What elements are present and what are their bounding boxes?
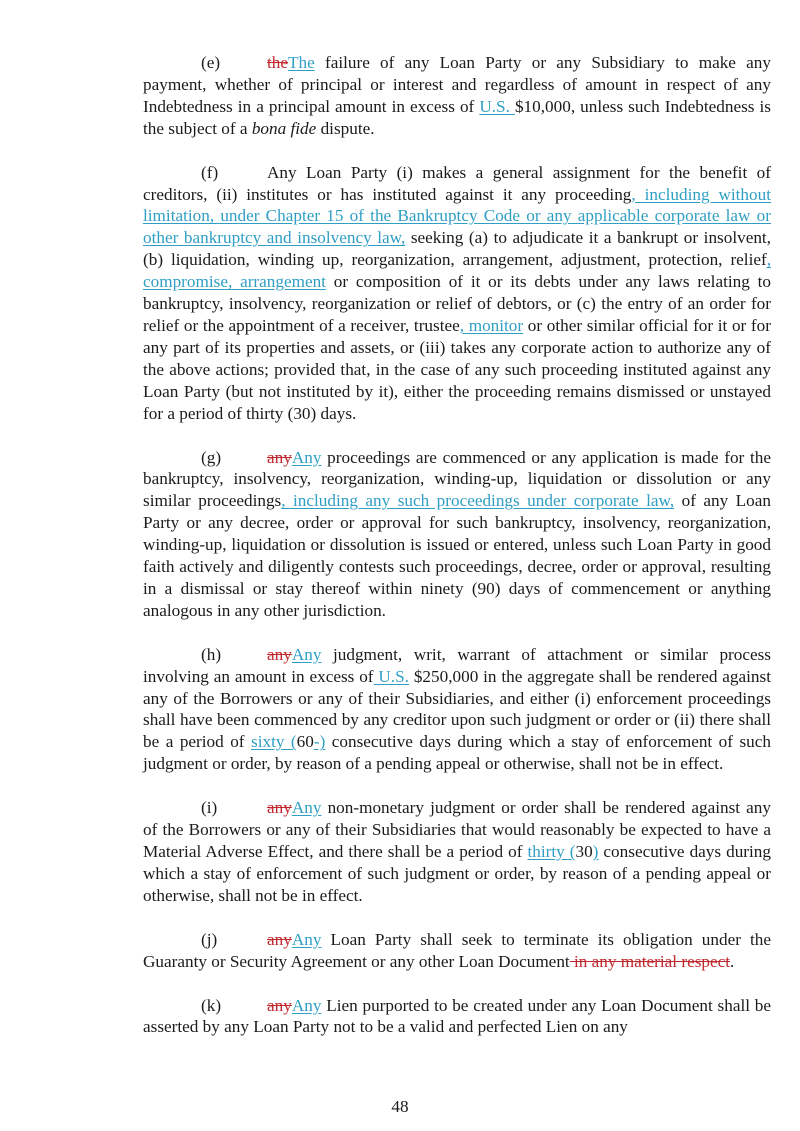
body-text-run: Any Loan Party (i) makes a general assignment for the benefit of creditors, (ii) institutes or has instituted against it any proceeding bbox=[143, 162, 771, 204]
inserted-text: -) bbox=[313, 732, 326, 752]
body-text-run: or composition of it or its debts under any laws relating to bankruptcy, insolvency, reorganization or relief of debtors, or (c) the entry of an order for relief or the appointment of a receiver, trustee bbox=[143, 272, 771, 335]
body-text-run: $10,000, unless such Indebtedness is the subject of a bbox=[143, 96, 771, 138]
deleted-text: in any material respect bbox=[569, 951, 731, 971]
inserted-text: U.S. bbox=[479, 96, 515, 116]
document-body bbox=[143, 52, 771, 1060]
deleted-text: the bbox=[267, 53, 288, 72]
paragraph-label: (j) bbox=[201, 929, 218, 949]
body-text-run: 30 bbox=[575, 842, 593, 861]
inserted-text: , including any such proceedings under corporate law, bbox=[281, 491, 675, 511]
body-text-run: consecutive days during which a stay of enforcement of such judgment or order, by reason of a pending appeal or otherwise, shall not be in effect. bbox=[143, 842, 771, 905]
inserted-text: ) bbox=[592, 842, 599, 861]
body-text-run: of any Loan Party or any decree, order or approval for such bankruptcy, insolvency, reorganization, winding-up, liquidation or dissolution is issued or entered, unless such Loan Party in good faith actively and diligently contests such proceedings, decree, order or approval, resulting in a dismissal or stay thereof within ninety (90) days of commencement or anything analogous in any other jurisdiction. bbox=[143, 491, 771, 620]
inserted-text: , compromise, arrangement bbox=[143, 250, 771, 292]
body-text-run: 60 bbox=[296, 732, 314, 752]
paragraph-label: (h) bbox=[201, 644, 222, 664]
paragraph-k bbox=[143, 995, 771, 1039]
body-text-run: $250,000 in the aggregate shall be rendered against any of the Borrowers or any of their Subsidiaries, and either (i) enforcement proceedings shall have been commenced by any creditor upon such judgment or order or (ii) there shall be a period of bbox=[143, 666, 771, 752]
paragraph-label: (g) bbox=[201, 447, 222, 467]
paragraph-f bbox=[143, 162, 771, 425]
inserted-text: Any bbox=[291, 929, 322, 949]
inserted-text: The bbox=[288, 53, 315, 72]
body-text-run: or other similar official for it or for any part of its properties and assets, or (iii) takes any corporate action to authorize any of the above actions; provided that, in the case of any such proceeding instituted against any Loan Party (but not instituted by it), either the proceeding remains dismissed or unstayed for a period of thirty (30) days. bbox=[143, 315, 771, 423]
body-text-run: Loan Party shall seek to terminate its obligation under the Guaranty or Security Agreement or any other Loan Document bbox=[143, 929, 771, 971]
body-text-run: . bbox=[730, 951, 735, 971]
deleted-text: any bbox=[267, 929, 292, 949]
body-text-run: Lien purported to be created under any Loan Document shall be asserted by any Loan Party not to be a valid and perfected Lien on any bbox=[143, 995, 771, 1037]
paragraph-i bbox=[143, 797, 771, 907]
paragraph-g bbox=[143, 447, 771, 622]
italic-text: bona fide bbox=[251, 118, 317, 138]
body-text-run: failure of any Loan Party or any Subsidiary to make any payment, whether of principal or interest and regardless of amount in respect of any Indebtedness in a principal amount in excess of bbox=[143, 53, 771, 116]
body-text-run: proceedings are commenced or any application is made for the bankruptcy, insolvency, reorganization, winding-up, liquidation or dissolution or any similar proceedings bbox=[143, 447, 771, 511]
paragraph-h bbox=[143, 644, 771, 775]
inserted-text: sixty ( bbox=[251, 732, 297, 752]
inserted-text: U.S. bbox=[373, 666, 409, 686]
paragraph-label: (e) bbox=[201, 53, 221, 72]
inserted-text: Any bbox=[291, 798, 322, 818]
body-text-run: consecutive days during which a stay of enforcement of such judgment or order, by reason of a pending appeal or otherwise, shall not be in effect. bbox=[143, 732, 771, 774]
body-text-run: non-monetary judgment or order shall be rendered against any of the Borrowers or any of their Subsidiaries that would reasonably be expected to have a Material Adverse Effect, and there shall be a period of bbox=[143, 798, 771, 861]
paragraph-label: (k) bbox=[201, 995, 222, 1015]
paragraph-j bbox=[143, 929, 771, 973]
paragraph-e bbox=[143, 52, 771, 140]
deleted-text: any bbox=[267, 447, 292, 467]
paragraph-label: (f) bbox=[201, 162, 219, 182]
deleted-text: any bbox=[267, 995, 292, 1015]
inserted-text: Any bbox=[291, 995, 322, 1015]
paragraph-label: (i) bbox=[201, 798, 218, 818]
inserted-text: , including without limitation, under Chapter 15 of the Bankruptcy Code or any applicable corporate law or other bankruptcy and insolvency law, bbox=[143, 184, 771, 248]
inserted-text: Any bbox=[291, 447, 322, 467]
inserted-text: Any bbox=[291, 644, 322, 664]
inserted-text: thirty ( bbox=[527, 842, 576, 861]
body-text-run: dispute. bbox=[316, 118, 375, 138]
deleted-text: any bbox=[267, 798, 292, 818]
page-number: 48 bbox=[391, 1097, 409, 1116]
body-text-run: seeking (a) to adjudicate it a bankrupt or insolvent, (b) liquidation, winding up, reorganization, arrangement, adjustment, protection, relief bbox=[143, 228, 771, 270]
deleted-text: any bbox=[267, 644, 292, 664]
inserted-text: , monitor bbox=[459, 315, 524, 335]
body-text-run: judgment, writ, warrant of attachment or similar process involving an amount in excess of bbox=[143, 644, 771, 686]
